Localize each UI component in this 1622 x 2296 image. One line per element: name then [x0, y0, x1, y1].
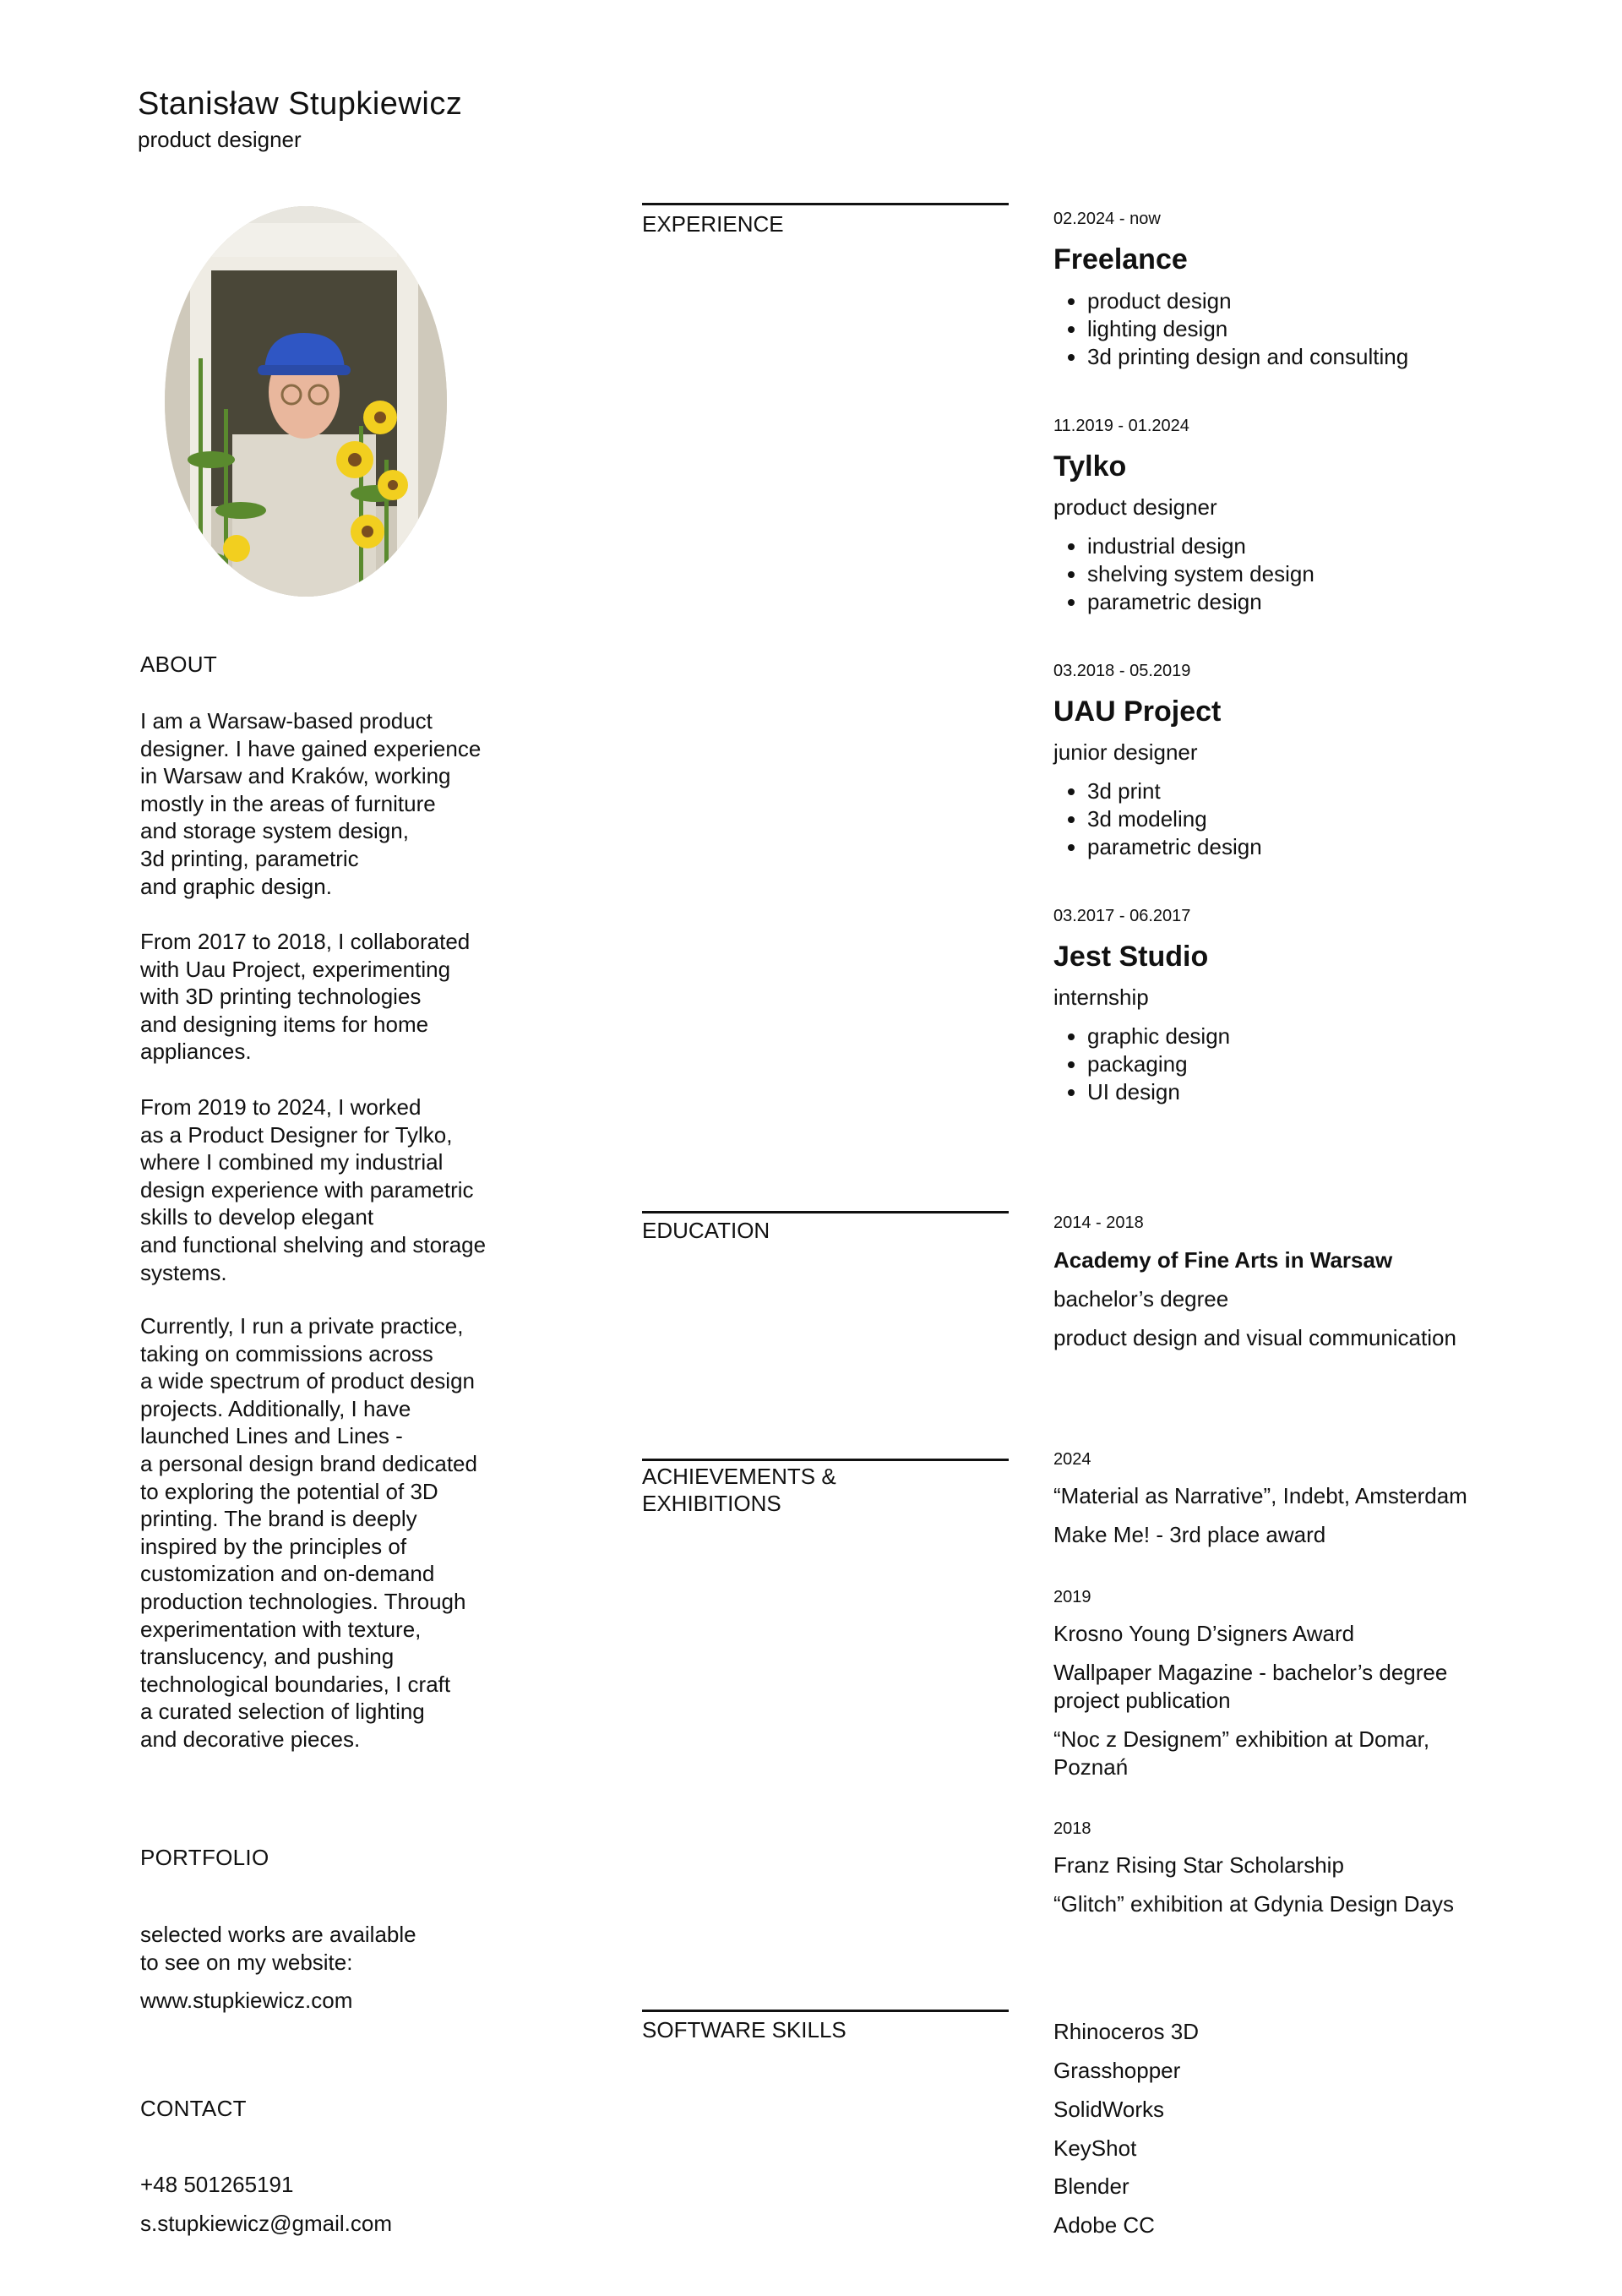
- job-task: • parametric design: [1087, 833, 1262, 861]
- experience-heading: EXPERIENCE: [642, 211, 784, 237]
- education-divider: [642, 1211, 1009, 1213]
- achievement-year: 2019: [1053, 1588, 1091, 1606]
- software-item: KeyShot: [1053, 2135, 1137, 2161]
- job-task: • product design: [1087, 287, 1408, 315]
- portfolio-heading: PORTFOLIO: [140, 1845, 269, 1870]
- software-heading: SOFTWARE SKILLS: [642, 2017, 846, 2042]
- education-field: product design and visual communication: [1053, 1325, 1456, 1350]
- job-company: UAU Project: [1053, 695, 1222, 728]
- about-paragraph-2: From 2017 to 2018, I collaborated with Uau Project, experimenting with 3D printing technologies and designing items for home appliances.: [140, 929, 471, 1065]
- about-paragraph-1: I am a Warsaw-based product designer. I have gained experience in Warsaw and Kraków, working mostly in the areas of furniture and storage system design, 3d printing, parametric and graphic design.: [140, 708, 482, 899]
- achievement-year: 2024: [1053, 1450, 1091, 1469]
- job-task: • 3d print: [1087, 777, 1262, 805]
- job-task: • 3d printing design and consulting: [1087, 343, 1408, 371]
- achievements-heading: ACHIEVEMENTS & EXHIBITIONS: [642, 1464, 836, 1516]
- job-task: • 3d modeling: [1087, 805, 1262, 833]
- job-task: • parametric design: [1087, 588, 1314, 616]
- job-company: Tylko: [1053, 450, 1127, 483]
- person-name: Stanisław Stupkiewicz: [138, 86, 463, 122]
- achievement-year: 2018: [1053, 1819, 1091, 1838]
- person-role: product designer: [138, 127, 302, 152]
- achievement-item: “Material as Narrative”, Indebt, Amsterdam: [1053, 1483, 1467, 1508]
- profile-photo: [165, 206, 447, 597]
- education-school: Academy of Fine Arts in Warsaw: [1053, 1247, 1393, 1273]
- about-heading: ABOUT: [140, 652, 218, 677]
- email-address[interactable]: s.stupkiewicz@gmail.com: [140, 2211, 393, 2236]
- job-task: • lighting design: [1087, 315, 1408, 343]
- education-heading: EDUCATION: [642, 1218, 770, 1243]
- education-degree: bachelor’s degree: [1053, 1286, 1229, 1312]
- software-item: Rhinoceros 3D: [1053, 2019, 1199, 2044]
- job-date: 03.2017 - 06.2017: [1053, 907, 1191, 925]
- job-date: 11.2019 - 01.2024: [1053, 417, 1189, 435]
- education-date: 2014 - 2018: [1053, 1213, 1144, 1232]
- job-position: internship: [1053, 984, 1149, 1010]
- job-date: 02.2024 - now: [1053, 210, 1161, 228]
- about-paragraph-4: Currently, I run a private practice, taking on commissions across a wide spectrum of product design projects. Additionally, I have launched Lines and Lines - a personal design brand dedicated to exploring the potential of 3D printing. The brand is deeply inspired by the principles of customization and on-demand production technologies. Through experimentation with texture, translucency, and pushing technological boundaries, I craft a curated selection of lighting and decorative pieces.: [140, 1313, 477, 1752]
- experience-divider: [642, 203, 1009, 205]
- job-task: • industrial design: [1087, 532, 1314, 560]
- phone-number[interactable]: +48 501265191: [140, 2172, 294, 2197]
- job-date: 03.2018 - 05.2019: [1053, 662, 1191, 680]
- job-tasks: [1053, 777, 1262, 861]
- achievement-item: Krosno Young D’signers Award: [1053, 1621, 1355, 1646]
- achievements-divider: [642, 1459, 1009, 1461]
- achievement-item: Make Me! - 3rd place award: [1053, 1522, 1326, 1547]
- profile-photo-illustration: [165, 206, 447, 597]
- achievement-item: Wallpaper Magazine - bachelor’s degree project publication: [1053, 1660, 1448, 1713]
- achievement-item: Franz Rising Star Scholarship: [1053, 1852, 1344, 1878]
- job-tasks: [1053, 287, 1408, 371]
- job-task: • graphic design: [1087, 1023, 1230, 1050]
- job-task: • UI design: [1087, 1078, 1230, 1106]
- job-position: junior designer: [1053, 739, 1198, 765]
- job-company: Freelance: [1053, 243, 1188, 275]
- software-item: Adobe CC: [1053, 2212, 1155, 2238]
- contact-heading: CONTACT: [140, 2096, 247, 2121]
- job-tasks: [1053, 532, 1314, 616]
- achievement-item: “Glitch” exhibition at Gdynia Design Days: [1053, 1891, 1454, 1917]
- job-position: product designer: [1053, 494, 1217, 520]
- achievement-item: “Noc z Designem” exhibition at Domar, Poznań: [1053, 1726, 1430, 1780]
- job-task: • packaging: [1087, 1050, 1230, 1078]
- job-task: • shelving system design: [1087, 560, 1314, 588]
- job-company: Jest Studio: [1053, 941, 1209, 973]
- software-divider: [642, 2010, 1009, 2012]
- about-paragraph-3: From 2019 to 2024, I worked as a Product Designer for Tylko, where I combined my industrial design experience with parametric skills to develop elegant and functional shelving and storage systems.: [140, 1094, 487, 1285]
- software-item: Blender: [1053, 2173, 1129, 2199]
- website-link[interactable]: www.stupkiewicz.com: [140, 1988, 353, 2013]
- job-tasks: [1053, 1023, 1230, 1106]
- software-item: Grasshopper: [1053, 2058, 1181, 2083]
- portfolio-text: selected works are available to see on my website:: [140, 1922, 416, 1975]
- software-item: SolidWorks: [1053, 2097, 1165, 2122]
